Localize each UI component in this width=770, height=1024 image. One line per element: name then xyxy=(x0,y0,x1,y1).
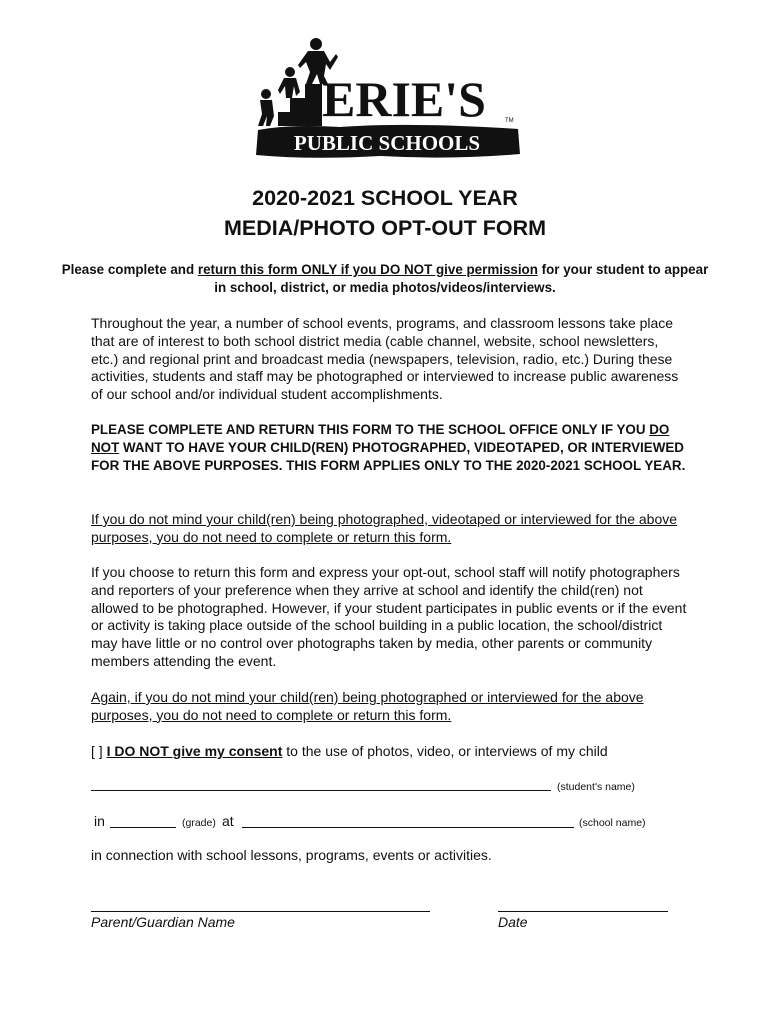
notice-do-not: DO NOT xyxy=(91,422,670,455)
grade-field[interactable] xyxy=(110,827,176,828)
consent-checkbox[interactable]: [ ] xyxy=(91,743,103,759)
consent-bold-text: I DO NOT give my consent xyxy=(106,743,283,759)
district-logo xyxy=(250,34,525,162)
logo-tm-text: TM xyxy=(505,118,514,124)
at-label: at xyxy=(222,813,234,829)
subhead-pre: Please complete and xyxy=(61,262,198,277)
subhead-underlined: return this form ONLY if you DO NOT give permission xyxy=(197,262,538,277)
no-need-paragraph-1: If you do not mind your child(ren) being photographed, videotaped or interviewed for the above purposes, you do not need to complete or return this form. xyxy=(91,511,678,545)
logo-subtitle-text: PUBLIC SCHOOLS xyxy=(293,131,481,155)
form-title-line2: MEDIA/PHOTO OPT-OUT FORM xyxy=(223,216,547,240)
date-label: Date xyxy=(498,914,528,930)
instructions-subhead xyxy=(60,261,710,297)
consent-statement xyxy=(91,743,701,759)
logo-name-text: ERIE'S xyxy=(322,71,486,127)
no-need-paragraph-2: Again, if you do not mind your child(ren) being photographed or interviewed for the above purposes, you do not need to complete or return this form. xyxy=(91,689,644,723)
intro-paragraph: Throughout the year, a number of school events, programs, and classroom lessons take place that are of interest to both school district media (cable channel, website, school newsletters, etc.) and regional print and broadcast media (newspapers, television, radio, etc.) During these activities, students and staff may be photographed or interviewed to increase public awareness of our school and/or individual student accomplishments. xyxy=(91,315,679,403)
parent-name-label: Parent/Guardian Name xyxy=(91,914,235,930)
student-name-label: (student's name) xyxy=(557,781,635,793)
consent-rest-text: to the use of photos, video, or interviews of my child xyxy=(282,743,608,759)
date-field[interactable] xyxy=(498,911,668,912)
explanation-paragraph: If you choose to return this form and express your opt-out, school staff will notify photographers and reporters of your preference when they arrive at school and identify the child(ren) not allowed to be photographed. However, if your student participates in public events or if the event or activity is taking place outside of the school building in a public location, the school/district may have little or no control over photographs taken by media, other parents or community members attending the event. xyxy=(91,564,687,669)
return-notice xyxy=(91,421,687,474)
student-name-field[interactable] xyxy=(91,790,551,791)
parent-name-field[interactable] xyxy=(91,911,430,912)
logo-graphic xyxy=(250,34,525,162)
school-name-label: (school name) xyxy=(579,817,646,829)
grade-label: (grade) xyxy=(182,817,216,829)
form-title-line1: 2020-2021 SCHOOL YEAR xyxy=(252,186,518,210)
school-name-field[interactable] xyxy=(242,827,574,828)
in-label: in xyxy=(94,813,105,829)
notice-post: WANT TO HAVE YOUR CHILD(REN) PHOTOGRAPHED, VIDEOTAPED, OR INTERVIEWED FOR THE ABOVE PURPOSES. THIS FORM APPLIES ONLY TO THE 2020-2021 SCHOOL YEAR. xyxy=(91,439,686,473)
connection-statement: in connection with school lessons, programs, events or activities. xyxy=(91,847,492,863)
subhead-post: for your student to appear in school, district, or media photos/videos/interviews. xyxy=(214,262,709,295)
notice-pre: PLEASE COMPLETE AND RETURN THIS FORM TO THE SCHOOL OFFICE ONLY IF YOU xyxy=(91,422,650,437)
